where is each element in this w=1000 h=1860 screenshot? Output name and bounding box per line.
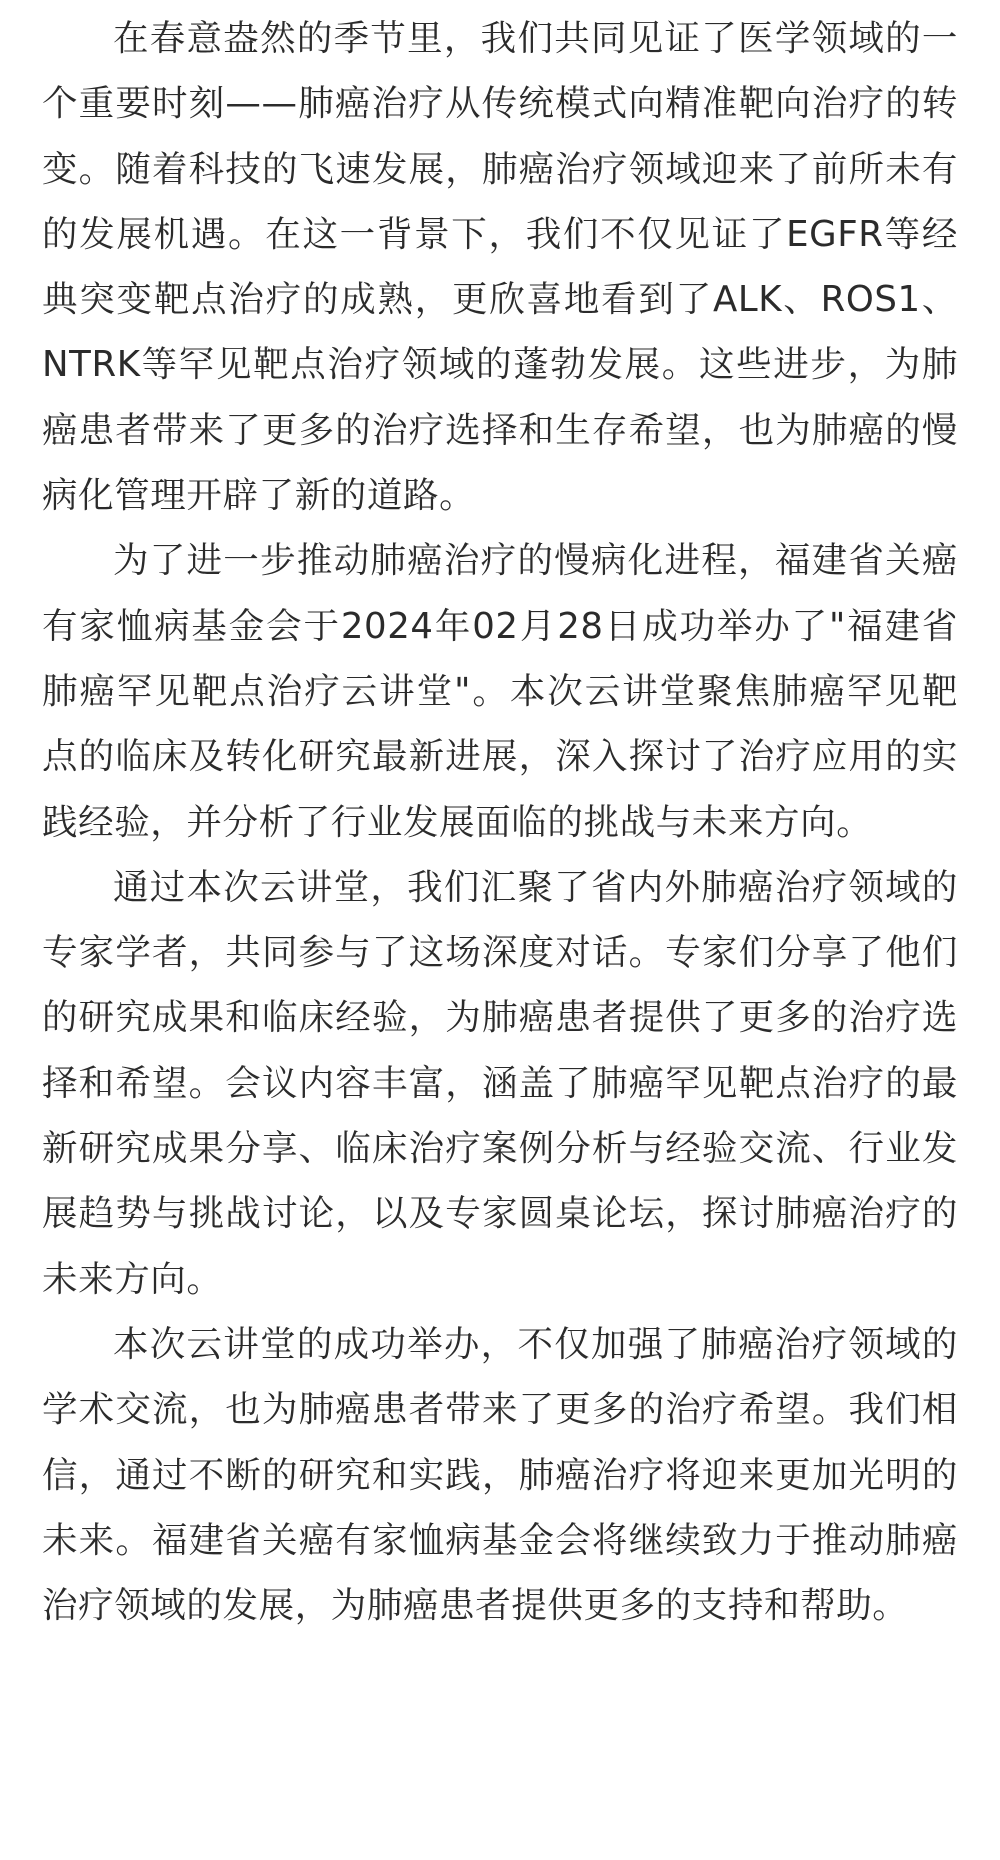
paragraph-intro: 在春意盎然的季节里，我们共同见证了医学领域的一个重要时刻——肺癌治疗从传统模式向精准靶向治疗的转变。随着科技的飞速发展，肺癌治疗领域迎来了前所未有的发展机遇。在这一背景下，我们不仅见证了EGFR等经典突变靶点治疗的成熟，更欣喜地看到了ALK、ROS1、NTRK等罕见靶点治疗领域的蓬勃发展。这些进步，为肺癌患者带来了更多的治疗选择和生存希望，也为肺癌的慢病化管理开辟了新的道路。 [42,18,958,517]
paragraph-event: 为了进一步推动肺癌治疗的慢病化进程，福建省关癌有家恤病基金会于2024年02月28日成功举办了"福建省肺癌罕见靶点治疗云讲堂"。本次云讲堂聚焦肺癌罕见靶点的临床及转化研究最新进展，深入探讨了治疗应用的实践经验，并分析了行业发展面临的挑战与未来方向。 [42,540,958,843]
paragraph-conclusion: 本次云讲堂的成功举办，不仅加强了肺癌治疗领域的学术交流，也为肺癌患者带来了更多的治疗希望。我们相信，通过不断的研究和实践，肺癌治疗将迎来更加光明的未来。福建省关癌有家恤病基金会将继续致力于推动肺癌治疗领域的发展，为肺癌患者提供更多的支持和帮助。 [42,1323,958,1627]
paragraph-experts: 通过本次云讲堂，我们汇聚了省内外肺癌治疗领域的专家学者，共同参与了这场深度对话。专家们分享了他们的研究成果和临床经验，为肺癌患者提供了更多的治疗选择和希望。会议内容丰富，涵盖了肺癌罕见靶点治疗的最新研究成果分享、临床治疗案例分析与经验交流、行业发展趋势与挑战讨论，以及专家圆桌论坛，探讨肺癌治疗的未来方向。 [42,866,958,1300]
article-body [42,6,958,1638]
